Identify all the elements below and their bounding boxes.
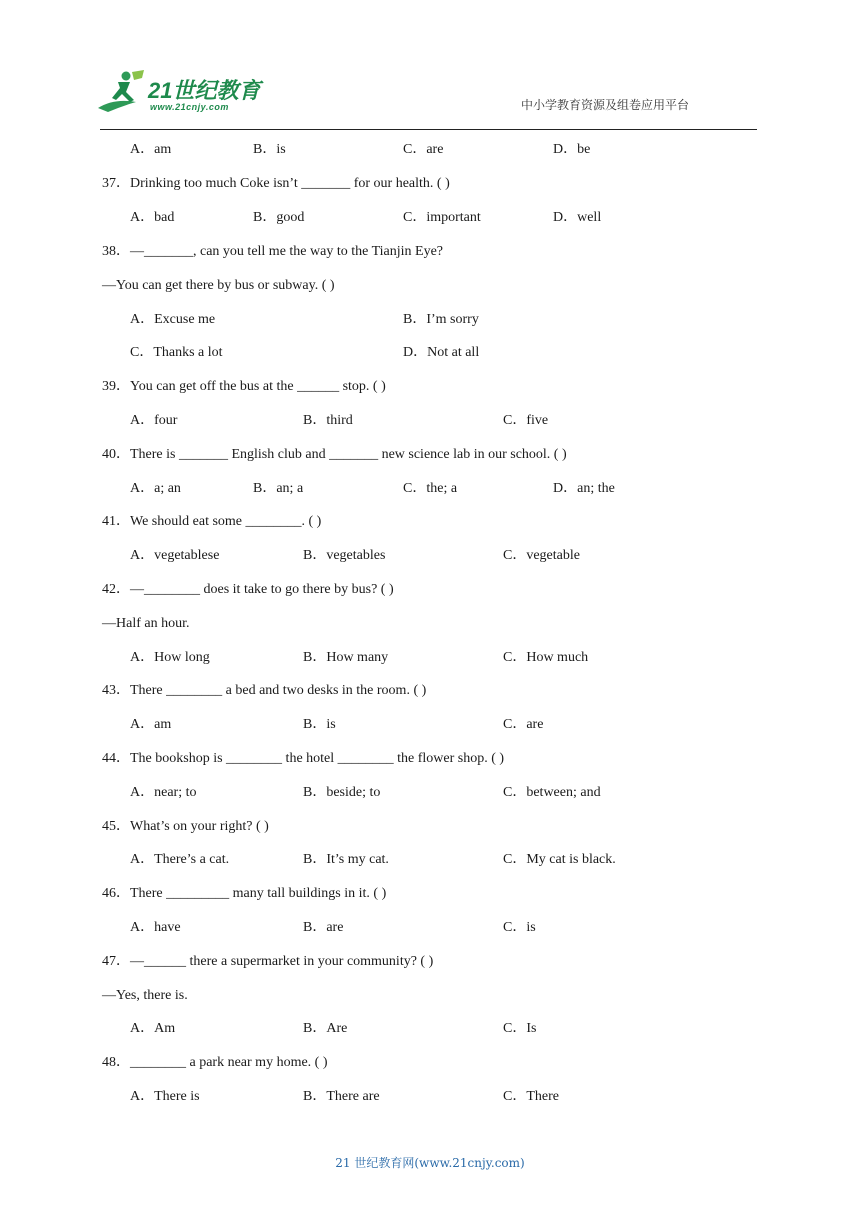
answer-option: A．a; an xyxy=(130,481,181,496)
question-text: 45．What’s on your right? ( ) xyxy=(102,819,269,834)
answer-option: A．am xyxy=(130,717,172,732)
answer-option: B．Are xyxy=(303,1021,348,1036)
dialogue-response: —Half an hour. xyxy=(102,616,190,631)
answer-option: C．are xyxy=(503,717,544,732)
answer-option: D．well xyxy=(553,210,602,225)
answer-option: B．good xyxy=(253,210,305,225)
header-divider xyxy=(100,129,757,130)
answer-option: B．There are xyxy=(303,1089,380,1104)
answer-option: C．How much xyxy=(503,650,589,665)
answer-option: A．There’s a cat. xyxy=(130,852,230,867)
dialogue-response: —You can get there by bus or subway. ( ) xyxy=(102,278,335,293)
answer-option: A．vegetablese xyxy=(130,548,220,563)
answer-option: B．are xyxy=(303,920,344,935)
page-header xyxy=(0,0,860,132)
answer-option: A．How long xyxy=(130,650,210,665)
answer-option: B．It’s my cat. xyxy=(303,852,389,867)
answer-option: A．four xyxy=(130,413,178,428)
answer-option: B．an; a xyxy=(253,481,304,496)
answer-option: D．be xyxy=(553,142,591,157)
runner-logo-icon xyxy=(96,68,152,116)
answer-option: A．bad xyxy=(130,210,175,225)
answer-option: C．between; and xyxy=(503,785,601,800)
question-text: 37．Drinking too much Coke isn’t _______ for our health. ( ) xyxy=(102,176,450,191)
answer-option: A．Am xyxy=(130,1021,176,1036)
answer-option: C．There xyxy=(503,1089,559,1104)
answer-option: C．the; a xyxy=(403,481,458,496)
question-text: 39．You can get off the bus at the ______ stop. ( ) xyxy=(102,379,386,394)
answer-option: D．Not at all xyxy=(403,345,480,360)
question-text: 47．—______ there a supermarket in your community? ( ) xyxy=(102,954,434,969)
platform-title: 中小学教育资源及组卷应用平台 xyxy=(521,98,690,112)
question-text: 42．—________ does it take to go there by bus? ( ) xyxy=(102,582,394,597)
answer-option: A．am xyxy=(130,142,172,157)
answer-option: D．an; the xyxy=(553,481,615,496)
answer-option: B．How many xyxy=(303,650,389,665)
answer-option: A．have xyxy=(130,920,181,935)
question-text: 38．—_______, can you tell me the way to the Tianjin Eye? xyxy=(102,244,444,259)
answer-option: C．important xyxy=(403,210,481,225)
logo xyxy=(96,68,266,118)
answer-option: B．vegetables xyxy=(303,548,386,563)
answer-option: C．are xyxy=(403,142,444,157)
answer-option: C．Thanks a lot xyxy=(130,345,223,360)
page-footer: 21 世纪教育网(www.21cnjy.com) xyxy=(335,1156,525,1170)
question-text: 40．There is _______ English club and _______ new science lab in our school. ( ) xyxy=(102,447,567,462)
question-text: 44．The bookshop is ________ the hotel ________ the flower shop. ( ) xyxy=(102,751,505,766)
question-text: 41．We should eat some ________. ( ) xyxy=(102,514,322,529)
question-text: 43．There ________ a bed and two desks in the room. ( ) xyxy=(102,683,427,698)
answer-option: B．beside; to xyxy=(303,785,381,800)
answer-option: C．vegetable xyxy=(503,548,580,563)
answer-option: C．My cat is black. xyxy=(503,852,616,867)
answer-option: C．is xyxy=(503,920,536,935)
answer-option: B．third xyxy=(303,413,353,428)
logo-url: www.21cnjy.com xyxy=(150,102,229,112)
answer-option: B．is xyxy=(253,142,286,157)
question-text: 48．________ a park near my home. ( ) xyxy=(102,1055,328,1070)
answer-option: B．is xyxy=(303,717,336,732)
answer-option: A．near; to xyxy=(130,785,197,800)
logo-text: 21世纪教育 xyxy=(148,78,261,103)
answer-option: A．There is xyxy=(130,1089,200,1104)
question-text: 46．There _________ many tall buildings in it. ( ) xyxy=(102,886,387,901)
answer-option: C．five xyxy=(503,413,549,428)
answer-option: A．Excuse me xyxy=(130,312,216,327)
answer-option: C．Is xyxy=(503,1021,537,1036)
dialogue-response: —Yes, there is. xyxy=(102,988,188,1003)
answer-option: B．I’m sorry xyxy=(403,312,479,327)
